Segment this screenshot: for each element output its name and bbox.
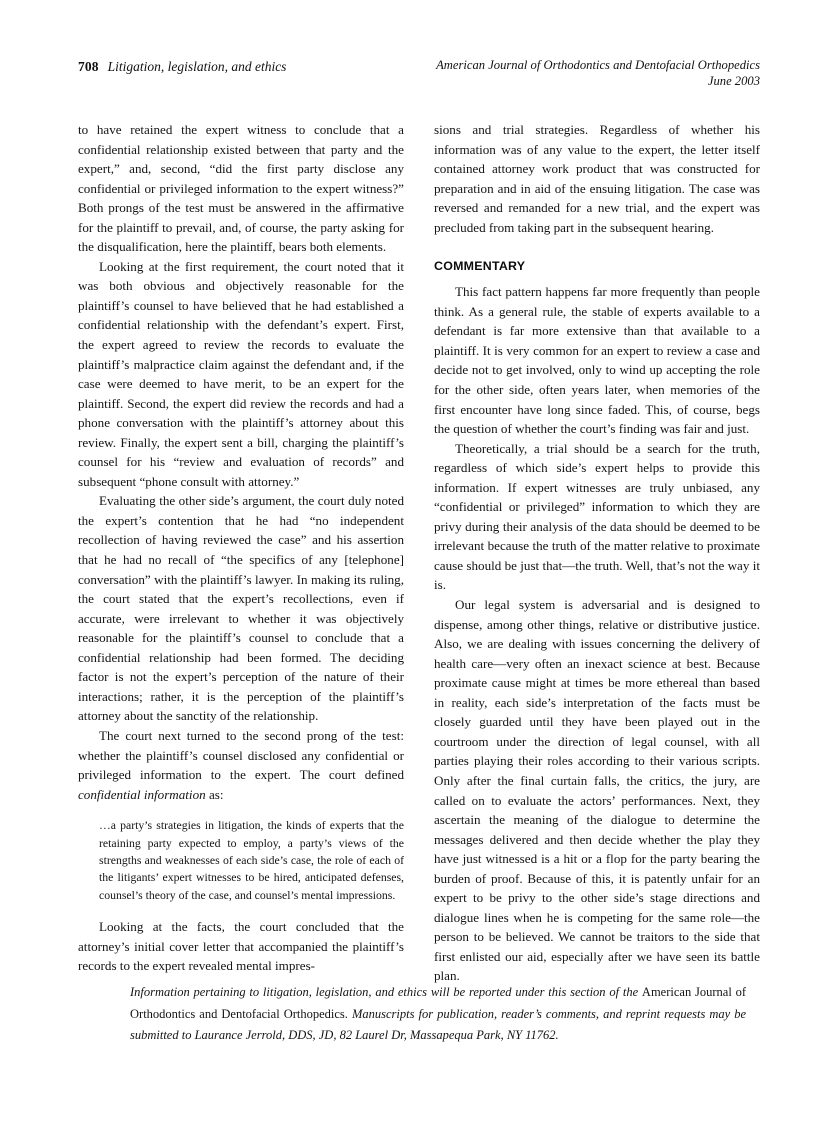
paragraph: This fact pattern happens far more frequently than people think. As a general rule, the stable of experts available to a defendant is far more extensive than that available to a plaintiff. It is very common for an expert to review a case and decide not to get involved, only to wind up accepting the role for the other side, often years later, when memories of the first encounter have long since faded. This, of course, begs the question of whether the court’s finding was fair and just.: [434, 284, 760, 437]
article-body: [78, 120, 760, 986]
definition-tail-text: as:: [205, 786, 224, 802]
paragraph: Our legal system is adversarial and is designed to dispense, among other things, relative or distributive justice. Also, we are dealing with issues concerning the delivery of health care—very often an inexact science at best. Because proximate cause might at times be more ethereal than based in reality, each side’s interpretation of the facts must be closely guarded until they have been played out in the courtroom under the direction of legal counsel, with all parties playing their roles according to their various scripts. Only after the final curtain falls, the critics, the jury, are called on to evaluate the actors’ performances. Next, they ascertain the meaning of the dialogue to determine the messages delivered and then decide whether the play they have just witnessed is a hit or a flop for the party bearing the burden of proof. Because of this, it is patently unfair for an expert to be privy to the other side’s stage directions and dialogue lines when he is competing for the same role—the person to be believed. We cannot be traitors to the side that first enlisted our aid, especially after we have seen its battle plan.: [434, 597, 760, 984]
footnote: [130, 982, 746, 1047]
definition-lead-text: The court next turned to the second prong of the test: whether the plaintiff’s counsel disclosed any confidential or privileged information to the expert. The court defined: [78, 727, 404, 783]
footnote-part-three: Manuscripts for publication, reader’s comments, and reprint requests may be submitted to Laurance Jerrold, DDS, JD, 82 Laurel Dr, Massapequa Park, NY 11762.: [130, 1006, 746, 1042]
running-header: [78, 58, 760, 100]
column-left: [78, 120, 404, 976]
running-header-left: [78, 58, 286, 76]
running-header-right: [436, 58, 760, 89]
paragraph-definition-lead: [78, 726, 404, 804]
footnote-journal-name: American Journal of Orthodontics and Dentofacial Orthopedics.: [130, 985, 746, 1021]
issue-date: June 2003: [707, 73, 760, 88]
footnote-part-one: Information pertaining to litigation, legislation, and ethics will be reported under this section of the: [130, 985, 642, 999]
paragraph: Looking at the facts, the court concluded that the attorney’s initial cover letter that accompanied the plaintiff’s records to the expert revealed mental impres-: [78, 919, 404, 974]
section-title: Litigation, legislation, and ethics: [107, 59, 287, 74]
journal-name: American Journal of Orthodontics and Dentofacial Orthopedics: [436, 58, 760, 72]
paragraph: Evaluating the other side’s argument, the court duly noted the expert’s contention that he had “no independent recollection of having reviewed the case” and his assertion that he had no recall of “the specifics of any [telephone] conversation” with the plaintiff’s lawyer. In making its ruling, the court stated that the expert’s recollections, even if accurate, were irrelevant to whether it was objectively reasonable for the plaintiff’s counsel to conclude that a confidential relationship had been formed. The deciding factor is not the expert’s perception of the nature of their interactions; rather, it is the perception of the plaintiff’s attorney about the sanctity of the relationship.: [78, 493, 404, 724]
paragraph: Theoretically, a trial should be a search for the truth, regardless of which side’s expert helps to provide this information. If expert witnesses are truly unbiased, any “confidential or privileged” information to which they are privy during their analysis of the data should be deemed to be irrelevant because the truth of the matter relative to proximate cause should be just that—the truth. Well, that’s not the way it is.: [434, 440, 760, 593]
block-quote: [78, 817, 404, 904]
paragraph: sions and trial strategies. Regardless of whether his information was of any value to the expert, the letter itself contained attorney work product that was constructed for preparation and in aid of the ensuing litigation. The case was reversed and remanded for a new trial, and the expert was precluded from taking part in the subsequent hearing.: [434, 122, 760, 235]
page-number: 708: [78, 59, 99, 74]
paragraph: Looking at the first requirement, the court noted that it was both obvious and objectively reasonable for the plaintiff’s counsel to have believed that he had established a confidential relationship with the defendant’s expert. First, the expert agreed to review the records to evaluate the plaintiff’s malpractice claim against the defendant and, if the case were deemed to have merit, to be an expert for the plaintiff. Second, the expert did review the records and had a phone conversation with the plaintiff’s attorney about this review. Finally, the expert sent a bill, charging the plaintiff’s counsel for his “review and evaluation of records” and subsequent “phone consult with attorney.”: [78, 258, 404, 489]
block-quote-text: …a party’s strategies in litigation, the kinds of experts that the retaining party expected to employ, a party’s views of the strengths and weaknesses of each side’s case, the role of each of the litigants’ expert witnesses to be hired, anticipated defenses, counsel’s theory of the case, and counsel’s mental impressions.: [99, 819, 404, 902]
defined-term: confidential information: [78, 786, 206, 802]
commentary-heading: COMMENTARY: [434, 259, 526, 274]
paragraph: to have retained the expert witness to conclude that a confidential relationship existed between that party and the expert,” and, second, “did the first party disclose any confidential or privileged information to the expert witness?” Both prongs of the test must be answered in the affirmative for the plaintiff to prevail, and, of course, the party asking for the disqualification, here the plaintiff, bears both elements.: [78, 122, 404, 255]
column-right: [434, 120, 760, 986]
